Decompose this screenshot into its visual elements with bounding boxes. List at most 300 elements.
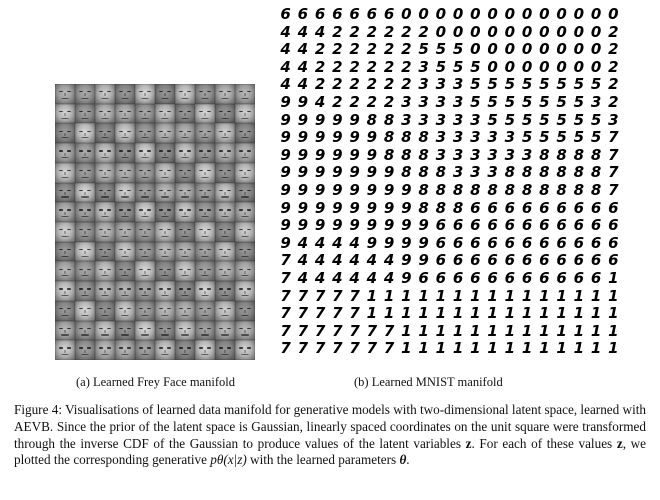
face-image bbox=[135, 143, 155, 163]
mnist-digit: 9 bbox=[383, 181, 395, 199]
mnist-digit: 6 bbox=[470, 216, 481, 235]
mnist-digit: 0 bbox=[435, 5, 447, 23]
mnist-digit: 4 bbox=[332, 251, 343, 270]
mnist-digit: 1 bbox=[539, 286, 550, 305]
mnist-digit: 3 bbox=[608, 110, 619, 129]
mnist-digit: 6 bbox=[487, 216, 498, 235]
mnist-digit: 6 bbox=[280, 5, 291, 23]
face-image bbox=[135, 183, 155, 203]
mnist-digit: 8 bbox=[401, 145, 412, 164]
face-image bbox=[195, 340, 215, 360]
face-image bbox=[135, 281, 155, 301]
mnist-digit: 7 bbox=[314, 339, 326, 358]
face-image bbox=[215, 104, 235, 124]
mnist-digit: 5 bbox=[504, 110, 516, 129]
mnist-digit: 2 bbox=[383, 22, 395, 41]
face-image bbox=[75, 84, 95, 104]
mnist-digit: 6 bbox=[487, 251, 498, 270]
mnist-digit: 4 bbox=[280, 40, 291, 59]
face-image bbox=[155, 222, 175, 242]
mnist-digit: 1 bbox=[556, 321, 567, 340]
mnist-digit: 7 bbox=[332, 304, 343, 323]
face-image bbox=[115, 261, 135, 281]
mnist-digit: 1 bbox=[573, 286, 585, 305]
mnist-digit: 8 bbox=[435, 181, 447, 199]
mnist-digit: 1 bbox=[383, 304, 395, 323]
face-image bbox=[235, 123, 255, 143]
mnist-digit: 3 bbox=[452, 93, 464, 111]
face-image bbox=[215, 202, 235, 222]
mnist-digit: 4 bbox=[297, 233, 309, 252]
mnist-digit: 1 bbox=[470, 339, 481, 358]
mnist-digit: 7 bbox=[332, 286, 343, 305]
mnist-digit: 9 bbox=[366, 233, 378, 252]
mnist-digit: 9 bbox=[280, 128, 291, 147]
mnist-digit: 4 bbox=[383, 251, 395, 270]
face-image bbox=[215, 321, 235, 341]
mnist-digit: 1 bbox=[470, 286, 481, 305]
mnist-digit: 7 bbox=[608, 145, 619, 164]
mnist-digit: 2 bbox=[366, 40, 378, 59]
mnist-digit: 2 bbox=[366, 75, 378, 94]
mnist-digit: 9 bbox=[349, 216, 360, 235]
mnist-digit: 2 bbox=[401, 75, 412, 94]
mnist-digit: 1 bbox=[539, 321, 550, 340]
mnist-digit: 5 bbox=[487, 110, 498, 129]
mnist-digit: 1 bbox=[418, 321, 429, 340]
caption-end: . bbox=[406, 452, 410, 468]
mnist-digit: 6 bbox=[521, 233, 533, 252]
face-image bbox=[95, 242, 115, 262]
mnist-digit: 6 bbox=[521, 216, 533, 235]
mnist-digit: 4 bbox=[297, 75, 309, 94]
mnist-digit: 8 bbox=[504, 181, 516, 199]
mnist-digit: 0 bbox=[487, 40, 498, 59]
mnist-digit: 6 bbox=[452, 269, 464, 287]
mnist-digit: 8 bbox=[539, 145, 550, 164]
mnist-digit: 1 bbox=[418, 286, 429, 305]
face-image bbox=[75, 104, 95, 124]
mnist-digit: 5 bbox=[504, 93, 516, 111]
mnist-digit: 1 bbox=[556, 286, 567, 305]
face-image bbox=[175, 321, 195, 341]
mnist-digit: 9 bbox=[366, 216, 378, 235]
mnist-digit: 8 bbox=[401, 163, 412, 182]
mnist-digit: 3 bbox=[452, 128, 464, 147]
mnist-digit: 9 bbox=[349, 128, 360, 147]
mnist-digit: 8 bbox=[383, 145, 395, 164]
face-image bbox=[95, 281, 115, 301]
mnist-digit: 7 bbox=[297, 286, 309, 305]
mnist-digit: 3 bbox=[590, 93, 602, 111]
face-image bbox=[135, 163, 155, 183]
mnist-digit: 2 bbox=[314, 57, 326, 76]
mnist-digit: 1 bbox=[452, 339, 464, 358]
mnist-digit: 0 bbox=[470, 40, 481, 59]
face-image bbox=[175, 104, 195, 124]
face-image bbox=[95, 123, 115, 143]
face-image bbox=[135, 242, 155, 262]
mnist-digit: 6 bbox=[487, 198, 498, 217]
face-image bbox=[55, 301, 75, 321]
mnist-digit: 0 bbox=[521, 22, 533, 41]
mnist-digit: 3 bbox=[504, 145, 516, 164]
face-image bbox=[235, 84, 255, 104]
mnist-digit: 7 bbox=[280, 269, 291, 287]
mnist-digit: 9 bbox=[297, 216, 309, 235]
face-image bbox=[55, 281, 75, 301]
mnist-digit: 9 bbox=[314, 163, 326, 182]
mnist-digit: 1 bbox=[487, 339, 498, 358]
face-image bbox=[235, 261, 255, 281]
face-image bbox=[75, 281, 95, 301]
mnist-digit: 7 bbox=[297, 321, 309, 340]
mnist-digit: 6 bbox=[521, 198, 533, 217]
mnist-digit: 5 bbox=[452, 57, 464, 76]
mnist-digit: 4 bbox=[297, 22, 309, 41]
face-image bbox=[215, 222, 235, 242]
face-image bbox=[195, 163, 215, 183]
mnist-digit: 5 bbox=[539, 75, 550, 94]
mnist-digit: 9 bbox=[332, 128, 343, 147]
mnist-digit: 7 bbox=[314, 304, 326, 323]
mnist-digit: 8 bbox=[366, 110, 378, 129]
mnist-digit: 6 bbox=[608, 233, 619, 252]
face-image bbox=[155, 281, 175, 301]
mnist-digit: 2 bbox=[349, 40, 360, 59]
mnist-digit: 9 bbox=[366, 198, 378, 217]
mnist-digit: 9 bbox=[349, 181, 360, 199]
face-image bbox=[115, 104, 135, 124]
mnist-digit: 6 bbox=[349, 5, 360, 23]
mnist-digit: 6 bbox=[418, 269, 429, 287]
mnist-digit: 1 bbox=[521, 339, 533, 358]
mnist-digit: 6 bbox=[539, 269, 550, 287]
mnist-digit: 9 bbox=[297, 145, 309, 164]
face-image bbox=[115, 242, 135, 262]
mnist-digit: 4 bbox=[297, 57, 309, 76]
mnist-digit: 6 bbox=[521, 251, 533, 270]
mnist-digit: 6 bbox=[332, 5, 343, 23]
mnist-digit: 4 bbox=[314, 22, 326, 41]
mnist-digit: 6 bbox=[573, 216, 585, 235]
mnist-digit: 5 bbox=[556, 75, 567, 94]
mnist-digit: 9 bbox=[383, 216, 395, 235]
mnist-digit: 9 bbox=[280, 163, 291, 182]
mnist-digit: 1 bbox=[504, 286, 516, 305]
face-image bbox=[155, 340, 175, 360]
mnist-digit: 6 bbox=[573, 269, 585, 287]
mnist-digit: 0 bbox=[556, 22, 567, 41]
mnist-digit: 5 bbox=[590, 128, 602, 147]
mnist-digit: 8 bbox=[418, 128, 429, 147]
mnist-digit: 6 bbox=[297, 5, 309, 23]
mnist-digit: 7 bbox=[280, 304, 291, 323]
mnist-digit: 6 bbox=[573, 198, 585, 217]
face-image bbox=[155, 104, 175, 124]
mnist-digit: 0 bbox=[487, 5, 498, 23]
mnist-digit: 1 bbox=[521, 286, 533, 305]
mnist-digit: 9 bbox=[297, 198, 309, 217]
mnist-digit: 2 bbox=[383, 40, 395, 59]
mnist-digit: 4 bbox=[280, 57, 291, 76]
mnist-digit: 8 bbox=[418, 181, 429, 199]
mnist-digit: 8 bbox=[573, 181, 585, 199]
face-image bbox=[75, 222, 95, 242]
mnist-digit: 2 bbox=[418, 22, 429, 41]
face-image bbox=[195, 321, 215, 341]
mnist-digit: 4 bbox=[297, 251, 309, 270]
mnist-digit: 5 bbox=[470, 93, 481, 111]
mnist-digit: 5 bbox=[418, 40, 429, 59]
face-image bbox=[55, 321, 75, 341]
mnist-digit: 9 bbox=[280, 110, 291, 129]
mnist-digit: 3 bbox=[487, 163, 498, 182]
mnist-digit: 1 bbox=[590, 339, 602, 358]
mnist-digit: 1 bbox=[366, 304, 378, 323]
mnist-digit: 5 bbox=[556, 110, 567, 129]
mnist-digit: 7 bbox=[332, 339, 343, 358]
subfigure-caption-a: (a) Learned Frey Face manifold bbox=[76, 375, 235, 389]
mnist-digit: 0 bbox=[504, 57, 516, 76]
mnist-digit: 2 bbox=[366, 93, 378, 111]
mnist-digit: 3 bbox=[435, 128, 447, 147]
mnist-digit: 6 bbox=[556, 216, 567, 235]
mnist-digit: 9 bbox=[401, 233, 412, 252]
face-image bbox=[235, 301, 255, 321]
mnist-digit: 7 bbox=[366, 321, 378, 340]
mnist-digit: 1 bbox=[401, 321, 412, 340]
face-image bbox=[135, 202, 155, 222]
mnist-digit: 2 bbox=[401, 57, 412, 76]
mnist-digit: 2 bbox=[608, 57, 619, 76]
mnist-digit: 9 bbox=[383, 163, 395, 182]
face-image bbox=[155, 183, 175, 203]
mnist-digit: 3 bbox=[521, 145, 533, 164]
mnist-digit: 1 bbox=[504, 321, 516, 340]
mnist-digit: 8 bbox=[556, 145, 567, 164]
mnist-digit: 5 bbox=[590, 75, 602, 94]
face-image bbox=[155, 84, 175, 104]
mnist-digit: 9 bbox=[401, 216, 412, 235]
mnist-digit: 1 bbox=[470, 321, 481, 340]
mnist-digit: 0 bbox=[470, 22, 481, 41]
mnist-digit: 4 bbox=[366, 269, 378, 287]
mnist-digit: 9 bbox=[401, 251, 412, 270]
face-image bbox=[95, 183, 115, 203]
mnist-digit: 3 bbox=[470, 163, 481, 182]
mnist-digit: 3 bbox=[452, 75, 464, 94]
mnist-digit: 7 bbox=[297, 339, 309, 358]
mnist-digit: 0 bbox=[590, 40, 602, 59]
mnist-digit: 6 bbox=[504, 216, 516, 235]
face-image bbox=[175, 301, 195, 321]
face-image bbox=[115, 183, 135, 203]
mnist-digit: 5 bbox=[590, 110, 602, 129]
mnist-digit: 8 bbox=[590, 145, 602, 164]
mnist-digit: 2 bbox=[608, 22, 619, 41]
mnist-digit: 0 bbox=[418, 5, 429, 23]
mnist-digit: 8 bbox=[504, 163, 516, 182]
mnist-digit: 0 bbox=[452, 5, 464, 23]
mnist-digit: 1 bbox=[452, 286, 464, 305]
mnist-digit: 0 bbox=[521, 40, 533, 59]
mnist-digit: 0 bbox=[556, 5, 567, 23]
mnist-digit: 4 bbox=[349, 251, 360, 270]
mnist-digit: 3 bbox=[452, 110, 464, 129]
face-image bbox=[175, 202, 195, 222]
face-image bbox=[155, 143, 175, 163]
face-image bbox=[115, 143, 135, 163]
mnist-digit: 0 bbox=[452, 22, 464, 41]
mnist-digit: 1 bbox=[487, 321, 498, 340]
mnist-digit: 5 bbox=[539, 93, 550, 111]
mnist-digit: 7 bbox=[608, 181, 619, 199]
mnist-digit: 6 bbox=[608, 251, 619, 270]
mnist-digit: 9 bbox=[349, 163, 360, 182]
mnist-digit: 5 bbox=[504, 75, 516, 94]
mnist-digit: 0 bbox=[573, 22, 585, 41]
mnist-digit: 5 bbox=[470, 75, 481, 94]
mnist-digit: 6 bbox=[539, 216, 550, 235]
face-image bbox=[135, 321, 155, 341]
mnist-digit: 2 bbox=[332, 57, 343, 76]
mnist-digit: 0 bbox=[470, 5, 481, 23]
face-image bbox=[215, 143, 235, 163]
mnist-digit: 6 bbox=[470, 198, 481, 217]
face-image bbox=[135, 340, 155, 360]
mnist-digit: 3 bbox=[452, 145, 464, 164]
mnist-digit: 9 bbox=[297, 181, 309, 199]
face-image bbox=[195, 222, 215, 242]
generative-formula: pθ(x|z) bbox=[210, 452, 247, 468]
mnist-digit: 4 bbox=[314, 251, 326, 270]
face-image bbox=[55, 183, 75, 203]
mnist-digit: 0 bbox=[590, 5, 602, 23]
face-image bbox=[115, 84, 135, 104]
face-image bbox=[235, 321, 255, 341]
face-image bbox=[95, 340, 115, 360]
mnist-digit: 0 bbox=[487, 22, 498, 41]
face-image bbox=[75, 202, 95, 222]
mnist-digit: 8 bbox=[383, 110, 395, 129]
mnist-digit: 9 bbox=[349, 145, 360, 164]
face-image bbox=[195, 242, 215, 262]
face-image bbox=[235, 104, 255, 124]
mnist-digit: 8 bbox=[435, 198, 447, 217]
face-image bbox=[75, 163, 95, 183]
face-image bbox=[135, 261, 155, 281]
mnist-digit: 1 bbox=[608, 339, 619, 358]
mnist-digit: 1 bbox=[401, 304, 412, 323]
mnist-digit: 1 bbox=[608, 286, 619, 305]
mnist-digit: 3 bbox=[401, 93, 412, 111]
mnist-digit: 7 bbox=[383, 321, 395, 340]
mnist-digit: 1 bbox=[418, 339, 429, 358]
mnist-digit: 9 bbox=[366, 128, 378, 147]
face-image bbox=[235, 202, 255, 222]
mnist-manifold bbox=[277, 6, 622, 358]
mnist-digit: 5 bbox=[521, 110, 533, 129]
mnist-digit: 1 bbox=[366, 286, 378, 305]
mnist-digit: 0 bbox=[556, 40, 567, 59]
mnist-digit: 1 bbox=[383, 286, 395, 305]
mnist-digit: 2 bbox=[608, 93, 619, 111]
face-image bbox=[95, 143, 115, 163]
face-image bbox=[55, 222, 75, 242]
mnist-digit: 2 bbox=[401, 40, 412, 59]
mnist-digit: 0 bbox=[504, 5, 516, 23]
mnist-digit: 6 bbox=[452, 233, 464, 252]
mnist-digit: 8 bbox=[521, 181, 533, 199]
mnist-digit: 3 bbox=[435, 145, 447, 164]
mnist-digit: 1 bbox=[556, 339, 567, 358]
mnist-digit: 3 bbox=[452, 163, 464, 182]
mnist-digit: 8 bbox=[556, 163, 567, 182]
mnist-digit: 5 bbox=[487, 93, 498, 111]
face-image bbox=[55, 123, 75, 143]
face-image bbox=[115, 321, 135, 341]
mnist-digit: 8 bbox=[418, 163, 429, 182]
mnist-digit: 5 bbox=[452, 40, 464, 59]
mnist-digit: 6 bbox=[521, 269, 533, 287]
mnist-digit: 4 bbox=[297, 269, 309, 287]
mnist-digit: 9 bbox=[349, 198, 360, 217]
mnist-digit: 8 bbox=[435, 163, 447, 182]
mnist-digit: 7 bbox=[280, 251, 291, 270]
mnist-digit: 9 bbox=[401, 269, 412, 287]
mnist-digit: 2 bbox=[383, 93, 395, 111]
mnist-digit: 6 bbox=[504, 198, 516, 217]
mnist-digit: 2 bbox=[332, 75, 343, 94]
mnist-digit: 7 bbox=[383, 339, 395, 358]
mnist-digit: 8 bbox=[521, 163, 533, 182]
mnist-digit: 2 bbox=[383, 57, 395, 76]
figure-caption bbox=[14, 402, 646, 469]
mnist-digit: 2 bbox=[314, 40, 326, 59]
face-image bbox=[55, 202, 75, 222]
mnist-digit: 9 bbox=[314, 216, 326, 235]
mnist-digit: 2 bbox=[608, 75, 619, 94]
mnist-digit: 6 bbox=[504, 251, 516, 270]
mnist-digit: 6 bbox=[590, 198, 602, 217]
face-image bbox=[175, 84, 195, 104]
mnist-digit: 6 bbox=[573, 233, 585, 252]
mnist-digit: 0 bbox=[590, 22, 602, 41]
mnist-digit: 9 bbox=[280, 145, 291, 164]
mnist-digit: 3 bbox=[470, 110, 481, 129]
face-image bbox=[115, 222, 135, 242]
mnist-digit: 8 bbox=[452, 181, 464, 199]
mnist-digit: 6 bbox=[590, 269, 602, 287]
mnist-digit: 3 bbox=[470, 128, 481, 147]
mnist-digit: 6 bbox=[556, 269, 567, 287]
mnist-digit: 4 bbox=[332, 233, 343, 252]
face-image bbox=[235, 281, 255, 301]
mnist-digit: 1 bbox=[573, 304, 585, 323]
mnist-digit: 7 bbox=[349, 321, 360, 340]
parameter-theta: θ bbox=[399, 452, 407, 468]
mnist-digit: 6 bbox=[556, 198, 567, 217]
mnist-digit: 3 bbox=[401, 110, 412, 129]
face-image bbox=[155, 242, 175, 262]
face-image bbox=[155, 123, 175, 143]
mnist-digit: 3 bbox=[418, 75, 429, 94]
face-image bbox=[195, 143, 215, 163]
face-image bbox=[175, 281, 195, 301]
mnist-digit: 7 bbox=[608, 163, 619, 182]
mnist-digit: 4 bbox=[314, 233, 326, 252]
